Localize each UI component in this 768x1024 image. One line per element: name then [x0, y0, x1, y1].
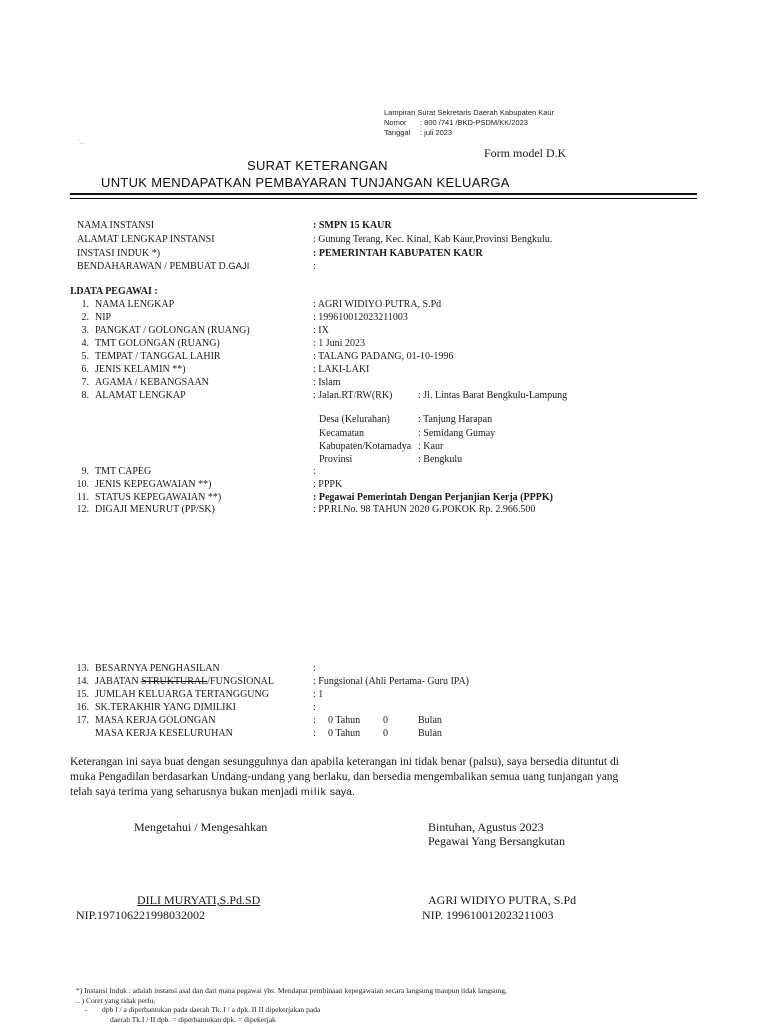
regency-value: : Kaur — [418, 441, 444, 452]
employment-status-value: : Pegawai Pemerintah Dengan Perjanjian Kerja (PPPK) — [313, 492, 553, 503]
list-item: 7. AGAMA / KEBANGSAAN — [81, 377, 209, 388]
footnote-dpb-line: - dpb I / a diperbantukan pada daerah Tk. I / a dpk. II II dipekerjakan pada — [84, 1005, 321, 1014]
list-item: 12. DIGAJI MENURUT (PP/SK) — [76, 504, 215, 515]
list-item: 3. PANGKAT / GOLONGAN (RUANG) — [81, 325, 250, 336]
list-item: 13. BESARNYA PENGHASILAN — [76, 663, 220, 674]
document-title: SURAT KETERANGAN — [247, 158, 388, 173]
district-value: : Semidang Gumay — [418, 428, 496, 439]
approver-nip: NIP.197106221998032002 — [76, 908, 206, 922]
income-value: : — [313, 663, 316, 674]
agency-name-label: NAMA INSTANSI — [77, 220, 155, 231]
attachment-nomor: Nomor : 800 /741 /BKD-PSDM/KK/2023 — [384, 118, 528, 127]
statement-line-2: muka Pengadilan berdasarkan Undang-undang yang berlaku, dan bersedia mengembalikan semua uang tunjangan yang — [70, 771, 619, 783]
list-item: 14. JABATAN STRUKTURAL/FUNGSIONAL — [76, 676, 274, 687]
statement-paragraph — [70, 755, 619, 800]
service-total-unit: Bulan — [418, 728, 442, 739]
treasurer-label: BENDAHARAWAN / PEMBUAT D.GAJI — [77, 261, 250, 272]
attachment-tanggal: Tanggal : juli 2023 — [384, 128, 453, 137]
list-item: 4. TMT GOLONGAN (RUANG) — [81, 338, 220, 349]
attachment-block — [384, 108, 554, 138]
agency-address-value: : Gunung Terang, Kec. Kinal, Kab Kaur,Provinsi Bengkulu. — [313, 234, 553, 245]
title-rule-thin — [70, 198, 697, 199]
salary-basis-value: : PP.RI.No. 98 TAHUN 2020 G.POKOK Rp. 2.966.500 — [313, 504, 536, 515]
province-label: Provinsi — [319, 454, 353, 465]
list-item: 9. TMT CAPEG — [81, 466, 152, 477]
document-subtitle: UNTUK MENDAPATKAN PEMBAYARAN TUNJANGAN KELUARGA — [101, 175, 510, 190]
statement-line-1: Keterangan ini saya buat dengan sesungguhnya dan apabila keterangan ini tidak benar (palsu), saya bersedia dituntut di — [70, 756, 619, 768]
last-decree-value: : — [313, 702, 316, 713]
footnote-dpb-definition: daerah Tk.I / II dpb. = diperbantukan dpk. = dipekerjak — [110, 1014, 276, 1024]
list-item: 1. NAMA LENGKAP — [81, 299, 175, 310]
footnote-parent-agency: *) Instansi Induk : adalah instansi asal dan dari mana pegawai ybs. Mendapat pembinaan kepegawaian secara langsung maupun tidak langsung, — [76, 986, 507, 995]
birth-value: : TALANG PADANG, 01-10-1996 — [313, 351, 454, 362]
parent-agency-label: INSTASI INDUK *) — [77, 248, 161, 259]
footnotes — [76, 986, 507, 1024]
agency-address-label: ALAMAT LENGKAP INSTANSI — [77, 234, 215, 245]
religion-value: : Islam — [313, 377, 341, 388]
tmt-rank-value: : 1 Juni 2023 — [313, 338, 365, 349]
signing-place-date: Bintuhan, Agustus 2023 — [428, 820, 544, 834]
list-item: 10. JENIS KEPEGAWAIAN **) — [76, 479, 212, 490]
employee-signer-nip: NIP. 199610012023211003 — [422, 908, 554, 922]
street-value: : Jl. Lintas Barat Bengkulu-Lampung — [418, 390, 568, 401]
gender-value: : LAKI-LAKI — [313, 364, 370, 375]
approver-title: Mengetahui / Mengesahkan — [134, 820, 268, 834]
tmt-capeg-value: : — [313, 466, 316, 477]
street-label: : Jalan.RT/RW(RK) — [313, 390, 393, 401]
service-total-colon: : — [313, 728, 316, 739]
list-item: 8. ALAMAT LENGKAP — [81, 390, 186, 401]
section-employee-title: I.DATA PEGAWAI : — [70, 286, 158, 297]
service-rank-months: 0 — [383, 715, 388, 726]
service-total-months: 0 — [383, 728, 388, 739]
form-model-label: Form model D.K — [484, 146, 567, 160]
employment-type-value: : PPPK — [313, 479, 343, 490]
approver-name: DILI MURYATI,S.Pd.SD — [137, 893, 261, 907]
district-label: Kecamatan — [319, 428, 364, 439]
footnote-strike-instruction: .. ) Coret yang tidak perlu, — [76, 995, 156, 1005]
list-item: 15. JUMLAH KELUARGA TERTANGGUNG — [76, 689, 269, 700]
list-item: 5. TEMPAT / TANGGAL LAHIR — [81, 351, 221, 362]
list-item: 6. JENIS KELAMIN **) — [81, 364, 186, 375]
position-value: : Fungsional (Ahli Pertama- Guru IPA) — [313, 676, 470, 687]
full-name-value: : AGRI WIDIYO PUTRA, S.Pd — [313, 299, 442, 310]
service-total-years: 0 Tahun — [328, 728, 361, 739]
village-value: : Tanjung Harapan — [418, 414, 493, 425]
parent-agency-value: : PEMERINTAH KABUPATEN KAUR — [313, 248, 483, 259]
list-item: 17. MASA KERJA GOLONGAN — [76, 715, 216, 726]
employee-signer-title: Pegawai Yang Bersangkutan — [428, 834, 565, 848]
statement-line-3: telah saya terima yang seharusnya bukan menjadi milik saya. — [70, 786, 355, 798]
rank-value: : IX — [313, 325, 329, 336]
title-rule-thick — [70, 193, 697, 195]
village-label: Desa (Kelurahan) — [319, 414, 390, 425]
nip-value: : 199610012023211003 — [313, 312, 408, 323]
list-item: 11. STATUS KEPEGAWAIAN **) — [76, 492, 222, 503]
stray-mark: '... — [78, 140, 85, 146]
service-rank-years: 0 Tahun — [328, 715, 361, 726]
service-rank-colon: : — [313, 715, 316, 726]
list-item: 16. SK.TERAKHIR YANG DIMILIKI — [76, 702, 237, 713]
employee-signer-name: AGRI WIDIYO PUTRA, S.Pd — [428, 893, 577, 907]
agency-name-value: : SMPN 15 KAUR — [313, 220, 392, 231]
treasurer-value: : — [313, 261, 316, 272]
attachment-title: Lampiran Surat Sekretaris Daerah Kabupaten Kaur — [384, 108, 555, 117]
service-rank-unit: Bulan — [418, 715, 442, 726]
list-item: 2. NIP — [81, 312, 112, 323]
province-value: : Bengkulu — [418, 454, 463, 465]
regency-label: Kabupaten/Kotamadya — [319, 441, 412, 452]
dependents-value: : 1 — [313, 689, 324, 700]
list-item: MASA KERJA KESELURUHAN — [95, 728, 233, 739]
